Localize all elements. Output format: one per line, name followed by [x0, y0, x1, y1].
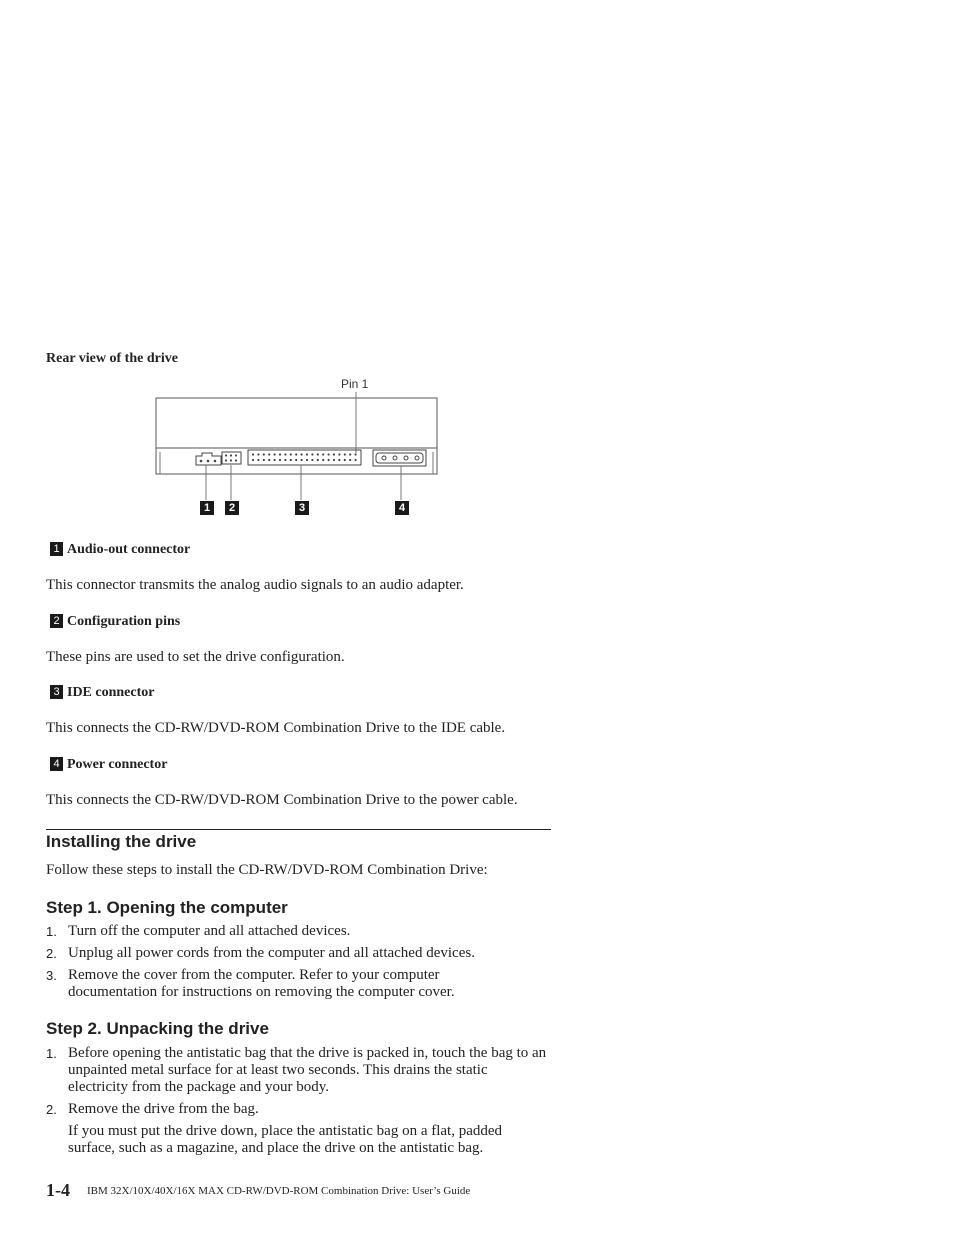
ide-pin [274, 459, 276, 461]
footer-title: IBM 32X/10X/40X/16X MAX CD-RW/DVD-ROM Combination Drive: User’s Guide [87, 1185, 471, 1197]
list-text: Unplug all power cords from the computer and all attached devices. [68, 945, 475, 961]
list-text: Remove the cover from the computer. Refer to your computer documentation for instructions on removing the computer cover. [68, 967, 455, 1000]
ide-pin [263, 453, 265, 455]
ide-pin [279, 453, 281, 455]
list-note-text: If you must put the drive down, place the antistatic bag on a flat, padded surface, such as a magazine, and place the drive on the antistatic bag. [68, 1123, 503, 1156]
ide-pin [252, 459, 254, 461]
ide-pin [290, 453, 292, 455]
ide-pin [295, 453, 297, 455]
ide-pin [311, 459, 313, 461]
callout-3: 3 [295, 501, 309, 515]
ide-pin [333, 453, 335, 455]
term-power-connector [50, 757, 167, 773]
list-item [46, 923, 546, 940]
list-number: 1. [46, 1046, 57, 1061]
ide-pin [284, 459, 286, 461]
step-2-heading: Step 2. Unpacking the drive [46, 1019, 269, 1038]
term-audio-out [50, 542, 190, 558]
list-item [46, 945, 546, 962]
pin-1-label: Pin 1 [341, 377, 369, 391]
ide-pin [284, 453, 286, 455]
installing-intro: Follow these steps to install the CD-RW/DVD-ROM Combination Drive: [46, 862, 488, 878]
ide-connector-shape [248, 450, 361, 465]
term-description: This connector transmits the analog audio signals to an audio adapter. [46, 577, 464, 593]
term-number: 3 [50, 685, 63, 699]
callout-2: 2 [225, 501, 239, 515]
ide-pin [301, 453, 303, 455]
callout-4: 4 [395, 501, 409, 515]
list-text: Before opening the antistatic bag that the drive is packed in, touch the bag to an unpainted metal surface for at least two seconds. This drains the static electricity from the package and your body. [68, 1045, 547, 1095]
term-number: 4 [50, 757, 63, 771]
ide-pin [301, 459, 303, 461]
ide-pin [322, 459, 324, 461]
term-title: IDE connector [67, 685, 155, 700]
page-number: 1-4 [46, 1180, 70, 1200]
ide-pin [328, 459, 330, 461]
list-number: 1. [46, 924, 57, 939]
ide-pin [355, 453, 357, 455]
configuration-pins-shape [222, 452, 241, 464]
ide-pin [311, 453, 313, 455]
ide-pin [290, 459, 292, 461]
ide-pin [317, 453, 319, 455]
list-note [46, 1123, 551, 1157]
ide-pin [268, 453, 270, 455]
term-description: This connects the CD-RW/DVD-ROM Combination Drive to the power cable. [46, 792, 518, 808]
ide-pin [317, 459, 319, 461]
ide-pin [306, 459, 308, 461]
ide-pin [274, 453, 276, 455]
callout-1: 1 [200, 501, 214, 515]
ide-pin [263, 459, 265, 461]
ide-pin [349, 453, 351, 455]
ide-pin [257, 453, 259, 455]
list-item [46, 967, 486, 1001]
ide-pin [344, 459, 346, 461]
ide-pin [295, 459, 297, 461]
term-number: 1 [50, 542, 63, 556]
ide-pin [338, 459, 340, 461]
section-heading-installing: Installing the drive [46, 832, 197, 851]
ide-pin [268, 459, 270, 461]
section-rule [46, 829, 551, 830]
term-description: These pins are used to set the drive configuration. [46, 649, 345, 665]
list-item [46, 1045, 551, 1096]
ide-pin [306, 453, 308, 455]
term-title: Configuration pins [67, 614, 181, 629]
list-text: Turn off the computer and all attached devices. [68, 923, 351, 939]
audio-out-connector-shape [196, 453, 221, 465]
figure-caption: Rear view of the drive [46, 351, 178, 366]
term-configuration-pins [50, 614, 180, 630]
list-number: 2. [46, 1102, 57, 1117]
ide-pin [257, 459, 259, 461]
power-connector-shape [373, 450, 426, 466]
ide-pin [328, 453, 330, 455]
list-number: 2. [46, 946, 57, 961]
ide-pin [333, 459, 335, 461]
step-1-heading: Step 1. Opening the computer [46, 898, 288, 917]
ide-pin [344, 453, 346, 455]
term-ide-connector [50, 685, 155, 701]
ide-pin [252, 453, 254, 455]
ide-pin [279, 459, 281, 461]
term-title: Power connector [67, 757, 168, 772]
ide-pin [349, 459, 351, 461]
term-title: Audio-out connector [67, 542, 191, 557]
list-text: Remove the drive from the bag. [68, 1101, 259, 1117]
term-number: 2 [50, 614, 63, 628]
ide-pin [355, 459, 357, 461]
ide-pin [322, 453, 324, 455]
list-item [46, 1101, 546, 1118]
term-description: This connects the CD-RW/DVD-ROM Combination Drive to the IDE cable. [46, 720, 506, 736]
list-number: 3. [46, 968, 57, 983]
ide-pin [338, 453, 340, 455]
